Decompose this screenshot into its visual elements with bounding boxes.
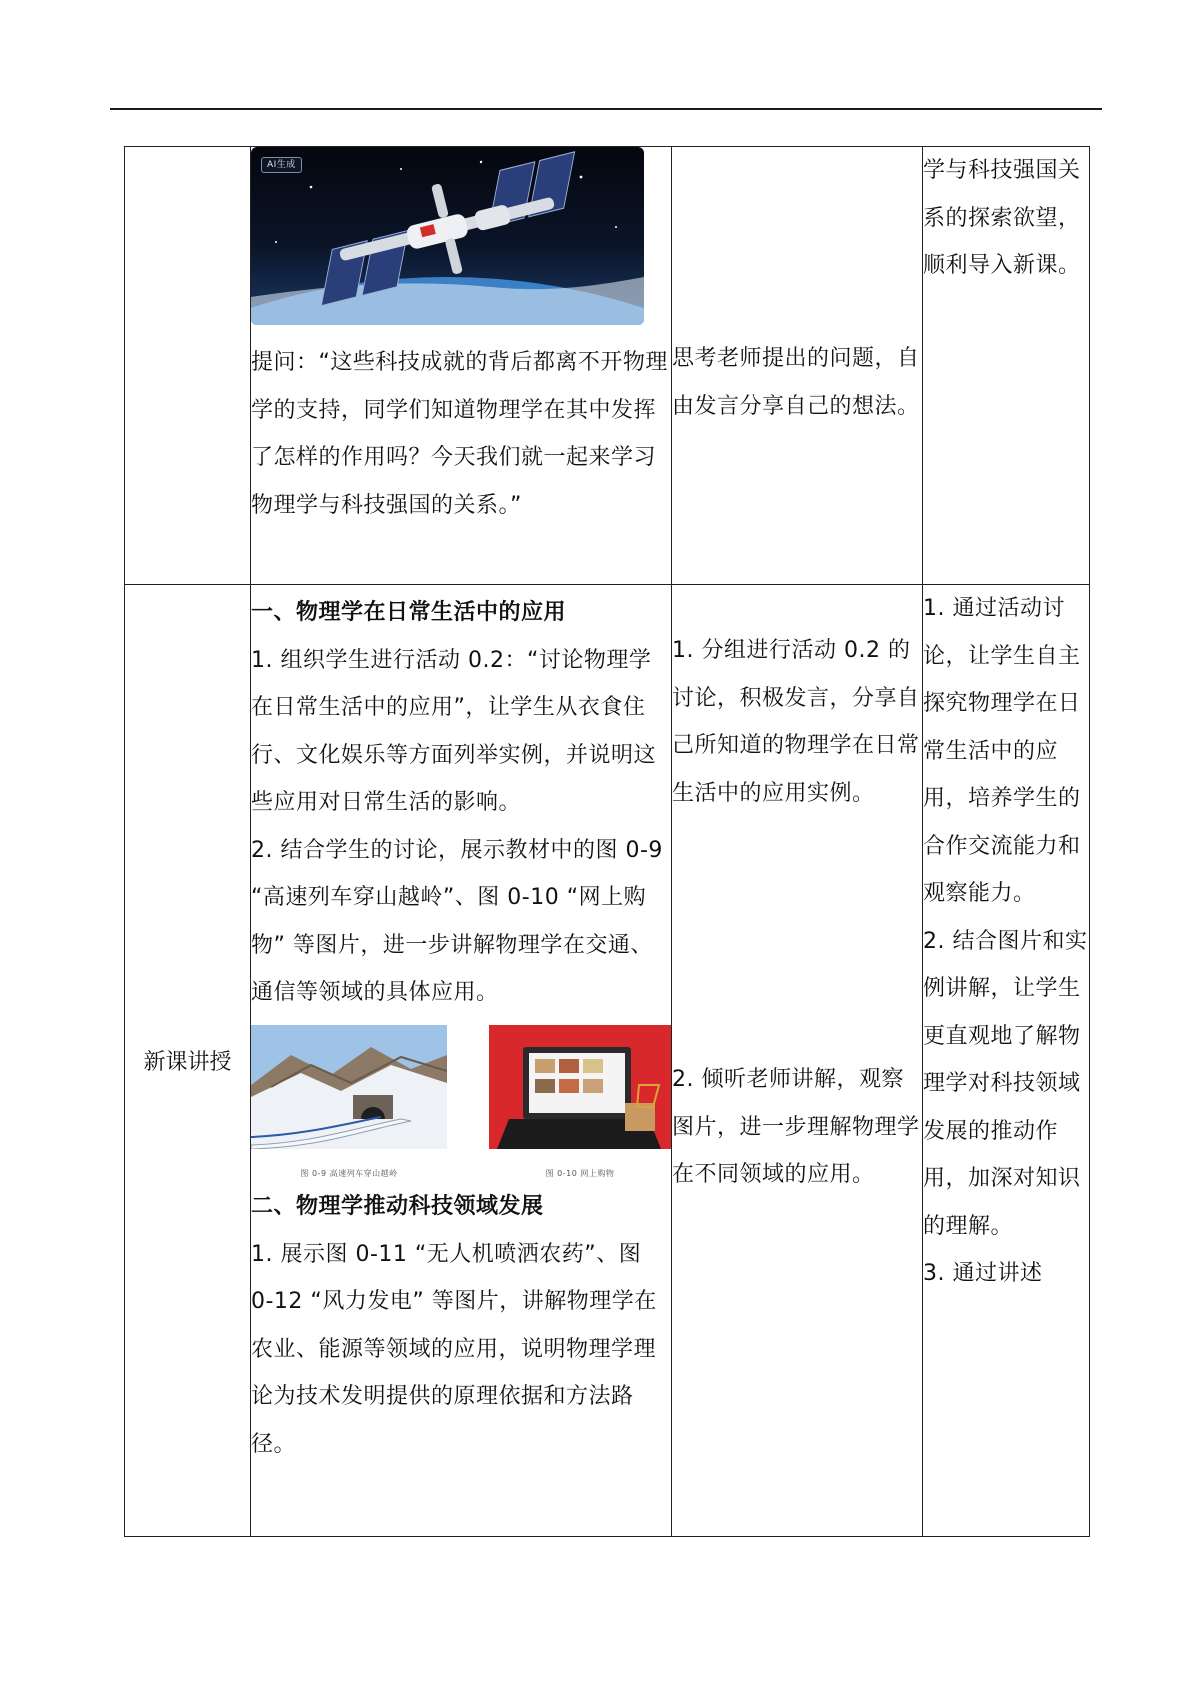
stage-label-cell	[125, 585, 251, 1537]
table-row	[125, 585, 1090, 1537]
figure-high-speed-train	[251, 1025, 447, 1180]
space-station-illustration	[251, 147, 644, 325]
section-title-technology: 二、物理学推动科技领域发展	[251, 1194, 544, 1219]
design-intent-3: 3. 通过讲述	[923, 1261, 1043, 1286]
teacher-question-text: 提问：“这些科技成就的背后都离不开物理学的支持，同学们知道物理学在其中发挥了怎样的作用吗？今天我们就一起来学习物理学与科技强国的关系。”	[251, 350, 668, 518]
student-response-text: 思考老师提出的问题，自由发言分享自己的想法。	[672, 346, 920, 419]
high-speed-train-image	[251, 1025, 447, 1149]
student-step-2: 2. 倾听老师讲解，观察图片，进一步理解物理学在不同领域的应用。	[672, 1067, 920, 1187]
stage-label: 新课讲授	[143, 1050, 232, 1075]
design-intent-cell	[923, 585, 1090, 1537]
student-activity-cell	[672, 585, 923, 1537]
teacher-activity-cell	[251, 585, 672, 1537]
figure-online-shopping	[489, 1025, 671, 1180]
teacher-activity-cell	[251, 147, 672, 585]
design-intent-text: 学与科技强国关系的探索欲望，顺利导入新课。	[923, 158, 1081, 278]
lesson-plan-table	[124, 146, 1090, 1537]
teacher-step-1: 1. 组织学生进行活动 0.2：“讨论物理学在日常生活中的应用”，让学生从衣食住行、文化娱乐等方面列举实例，并说明这些应用对日常生活的影响。	[251, 647, 657, 815]
header-rule	[110, 108, 1102, 110]
table-row	[125, 147, 1090, 585]
figure-caption: 图 0-9 高速列车穿山越岭	[300, 1169, 398, 1178]
design-intent-cell	[923, 147, 1090, 585]
design-intent-2: 2. 结合图片和实例讲解，让学生更直观地了解物理学对科技领域发展的推动作用，加深对知识的理解。	[923, 928, 1088, 1239]
ai-generated-badge: AI生成	[261, 157, 302, 173]
teacher-step-2: 2. 结合学生的讨论，展示教材中的图 0-9 “高速列车穿山越岭”、图 0-10 “网上购物” 等图片，进一步讲解物理学在交通、通信等领域的具体应用。	[251, 837, 663, 1005]
teacher-step-3: 1. 展示图 0-11 “无人机喷洒农药”、图 0-12 “风力发电” 等图片，讲解物理学在农业、能源等领域的应用，说明物理学理论为技术发明提供的原理依据和方法路径。	[251, 1241, 657, 1457]
design-intent-1: 1. 通过活动讨论，让学生自主探究物理学在日常生活中的应用，培养学生的合作交流能力和观察能力。	[923, 596, 1081, 906]
figure-caption: 图 0-10 网上购物	[545, 1169, 615, 1178]
figure-row	[251, 1025, 671, 1180]
stage-cell-empty	[125, 147, 251, 585]
student-step-1: 1. 分组进行活动 0.2 的讨论，积极发言，分享自己所知道的物理学在日常生活中的应用实例。	[672, 638, 920, 806]
online-shopping-image	[489, 1025, 671, 1149]
student-activity-cell	[672, 147, 923, 585]
space-station-image	[251, 147, 644, 325]
section-title-daily-life: 一、物理学在日常生活中的应用	[251, 600, 567, 625]
